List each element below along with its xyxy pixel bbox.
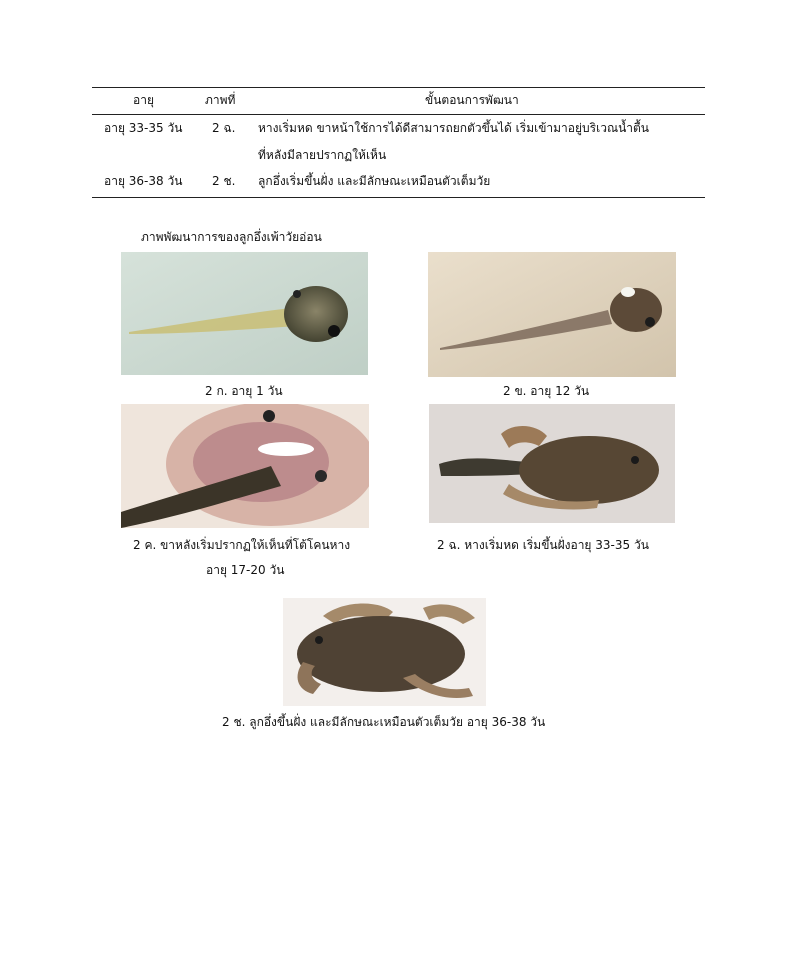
photo-tadpole-day-1	[121, 252, 368, 375]
caption-figure-e: 2 ช. ลูกอึ่งขึ้นฝั่ง และมีลักษณะเหมือนตัวเต็มวัย อายุ 36-38 วัน	[222, 715, 546, 729]
table-row-2-stage: ลูกอึ่งเริ่มขึ้นฝั่ง และมีลักษณะเหมือนตัวเต็มวัย	[258, 174, 491, 188]
section-title: ภาพพัฒนาการของลูกอึ่งเพ้าวัยอ่อน	[141, 230, 322, 244]
table-header-rule	[92, 114, 705, 115]
table-bottom-rule	[92, 197, 705, 198]
caption-figure-b: 2 ข. อายุ 12 วัน	[503, 384, 590, 398]
caption-figure-c-line1: 2 ค. ขาหลังเริ่มปรากฏให้เห็นที่โต้โคนหาง	[133, 538, 351, 552]
photo-tadpole-hind-legs	[121, 404, 369, 528]
photo-froglet	[283, 598, 486, 706]
table-header-stage: ขั้นตอนการพัฒนา	[425, 93, 519, 107]
table-top-rule	[92, 87, 705, 88]
table-row-1-stage: หางเริ่มหด ขาหน้าใช้การได้ดีสามารถยกตัวขึ้นได้ เริ่มเข้ามาอยู่บริเวณน้ำตื้น	[258, 121, 650, 135]
photo-tadpole-tail-shrinking	[429, 404, 675, 523]
table-row-2-figure: 2 ช.	[212, 174, 236, 188]
table-row-1-figure: 2 ฉ.	[212, 121, 236, 135]
photo-tadpole-day-12	[428, 252, 676, 377]
caption-figure-c-line2: อายุ 17-20 วัน	[206, 563, 285, 577]
table-header-age: อายุ	[133, 93, 154, 107]
table-header-figure: ภาพที่	[205, 93, 236, 107]
caption-figure-d: 2 ฉ. หางเริ่มหด เริ่มขึ้นฝั่งอายุ 33-35 วัน	[437, 538, 649, 552]
table-row-1-age: อายุ 33-35 วัน	[104, 121, 183, 135]
caption-figure-a: 2 ก. อายุ 1 วัน	[205, 384, 283, 398]
table-row-1-stage-cont: ที่หลังมีลายปรากฏให้เห็น	[258, 148, 387, 162]
table-row-2-age: อายุ 36-38 วัน	[104, 174, 183, 188]
